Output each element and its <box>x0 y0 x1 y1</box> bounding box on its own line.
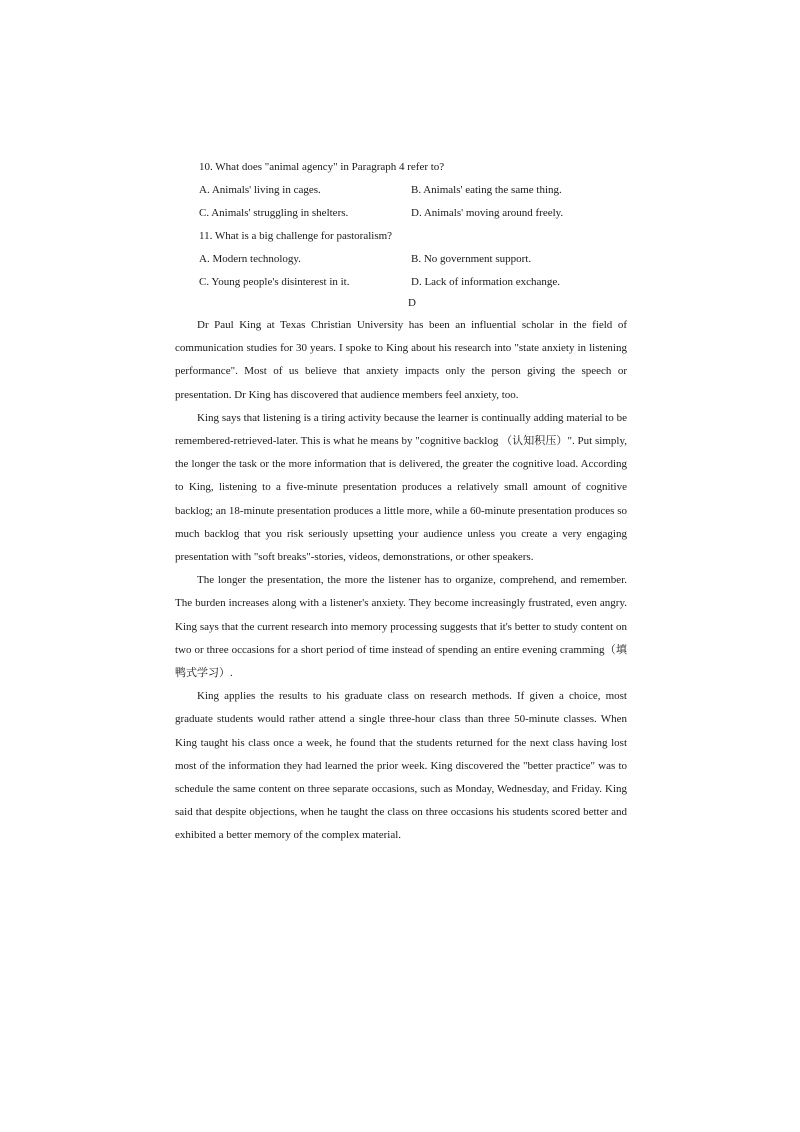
question-11-option-b: B. No government support. <box>411 253 532 265</box>
reading-passage <box>175 314 627 848</box>
question-11-option-d: D. Lack of information exchange. <box>411 276 561 288</box>
question-11-option-c: C. Young people's disinterest in it. <box>199 276 350 288</box>
question-10-option-a: A. Animals' living in cages. <box>199 184 321 196</box>
question-11-stem: 11. What is a big challenge for pastoralism? <box>199 230 393 242</box>
question-10-option-d: D. Animals' moving around freely. <box>411 207 564 219</box>
question-10-option-c: C. Animals' struggling in shelters. <box>199 207 349 219</box>
question-10-stem: 10. What does "animal agency" in Paragraph 4 refer to? <box>199 161 445 173</box>
question-10-option-b: B. Animals' eating the same thing. <box>411 184 562 196</box>
passage-paragraph-2: King says that listening is a tiring activity because the learner is continually adding material to be remembered-retrieved-later. This is what he means by "cognitive backlog （认知积压）". Put simply, the longer the task or the more information that is delivered, the greater the cognitive load. According to King, listening to a five-minute presentation produces a relatively small amount of cognitive backlog; an 18-minute presentation produces a little more, while a 60-minute presentation produces so much backlog that you risk seriously upsetting your audience unless you create a very engaging presentation with "soft breaks"-stories, videos, demonstrations, or other speakers. <box>175 411 627 564</box>
question-11-option-a: A. Modern technology. <box>199 253 301 265</box>
section-letter: D <box>408 297 416 309</box>
passage-paragraph-1: Dr Paul King at Texas Christian University has been an influential scholar in the field of communication studies for 30 years. I spoke to King about his research into "state anxiety in listening performance". Most of us believe that anxiety impacts only the person giving the speech or presentation. Dr King has discovered that audience members feel anxiety, too. <box>175 319 627 401</box>
passage-paragraph-3: The longer the presentation, the more the listener has to organize, comprehend, and remember. The burden increases along with a listener's anxiety. They become increasingly frustrated, even angry. King says that the current research into memory processing suggests that it's better to study content on two or three occasions for a short period of time instead of spending an entire evening cramming（填鸭式学习）. <box>175 574 627 680</box>
passage-paragraph-4: King applies the results to his graduate class on research methods. If given a choice, most graduate students would rather attend a single three-hour class than three 50-minute classes. When King taught his class once a week, he found that the students returned for the next class having lost most of the information they had learned the prior week. King discovered the "better practice" was to schedule the same content on three separate occasions, such as Monday, Wednesday, and Friday. King said that despite objections, when he taught the class on three occasions his students scored better and exhibited a better memory of the complex material. <box>175 690 627 842</box>
